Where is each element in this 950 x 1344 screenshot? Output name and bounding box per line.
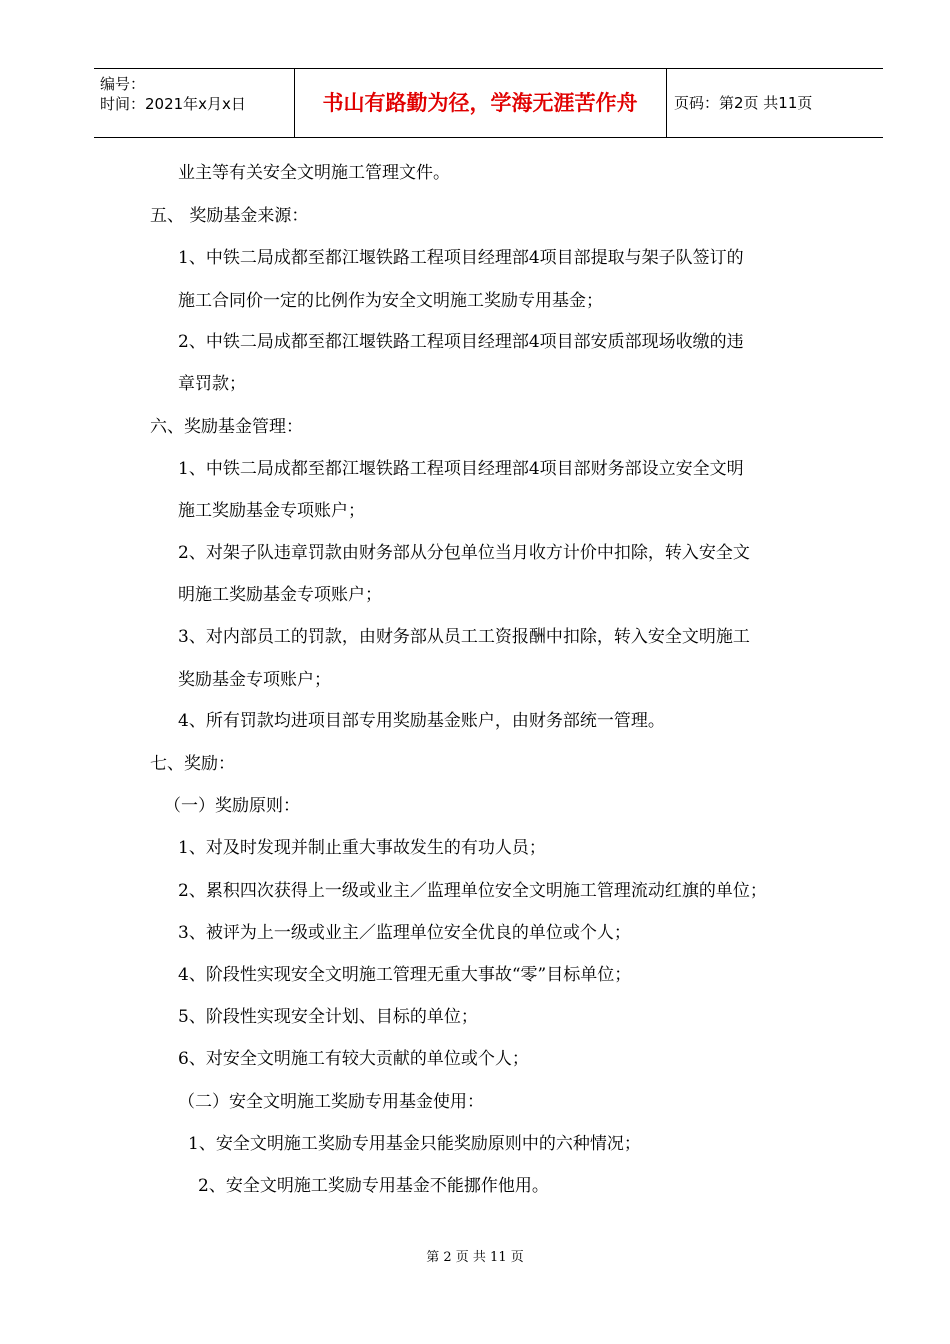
body-line: 4、所有罚款均进项目部专用奖励基金账户，由财务部统一管理。 [178,711,665,731]
body-line: 奖励基金专项账户； [178,670,331,690]
body-line: 1、中铁二局成都至都江堰铁路工程项目经理部4项目部提取与架子队签订的 [178,248,744,268]
body-line: 施工合同价一定的比例作为安全文明施工奖励专用基金； [178,291,603,311]
body-line: 2、对架子队违章罚款由财务部从分包单位当月收方计价中扣除，转入安全文 [178,543,750,563]
header-page-label: 页码：第2页 共11页 [674,94,813,112]
body-line: 5、阶段性实现安全计划、目标的单位； [178,1007,478,1027]
body-line: 章罚款； [178,374,246,394]
body-line: 3、对内部员工的罚款，由财务部从员工工资报酬中扣除，转入安全文明施工 [178,627,750,647]
subsection-heading: （二）安全文明施工奖励专用基金使用： [178,1092,484,1112]
body-line: 施工奖励基金专项账户； [178,501,365,521]
body-line: 业主等有关安全文明施工管理文件。 [178,163,450,183]
section-heading-6: 六、奖励基金管理： [150,417,303,437]
header-page-cell [666,69,883,137]
body-line: 1、对及时发现并制止重大事故发生的有功人员； [178,838,546,858]
body-line: 2、安全文明施工奖励专用基金不能挪作他用。 [198,1176,549,1196]
page-footer: 第 2 页 共 11 页 [426,1250,524,1265]
body-line: 2、中铁二局成都至都江堰铁路工程项目经理部4项目部安质部现场收缴的违 [178,332,744,352]
header-motto-cell [294,69,667,137]
body-line: 3、被评为上一级或业主／监理单位安全优良的单位或个人； [178,923,631,943]
body-line: 1、安全文明施工奖励专用基金只能奖励原则中的六种情况； [188,1134,641,1154]
document-number-label: 编号： [100,75,146,93]
header-meta-cell [94,69,295,137]
section-heading-5: 五、 奖励基金来源： [150,206,309,226]
document-time-label: 时间：2021年x月x日 [100,95,246,113]
page-header [94,68,883,138]
body-line: 1、中铁二局成都至都江堰铁路工程项目经理部4项目部财务部设立安全文明 [178,459,744,479]
section-heading-7: 七、奖励： [150,754,235,774]
body-line: 明施工奖励基金专项账户； [178,585,382,605]
header-motto: 书山有路勤为径，学海无涯苦作舟 [322,91,638,115]
body-line: 6、对安全文明施工有较大贡献的单位或个人； [178,1049,529,1069]
body-line: 4、阶段性实现安全文明施工管理无重大事故“零”目标单位； [178,965,632,985]
subsection-heading: （一）奖励原则： [164,796,300,816]
body-line: 2、累积四次获得上一级或业主／监理单位安全文明施工管理流动红旗的单位； [178,881,767,901]
